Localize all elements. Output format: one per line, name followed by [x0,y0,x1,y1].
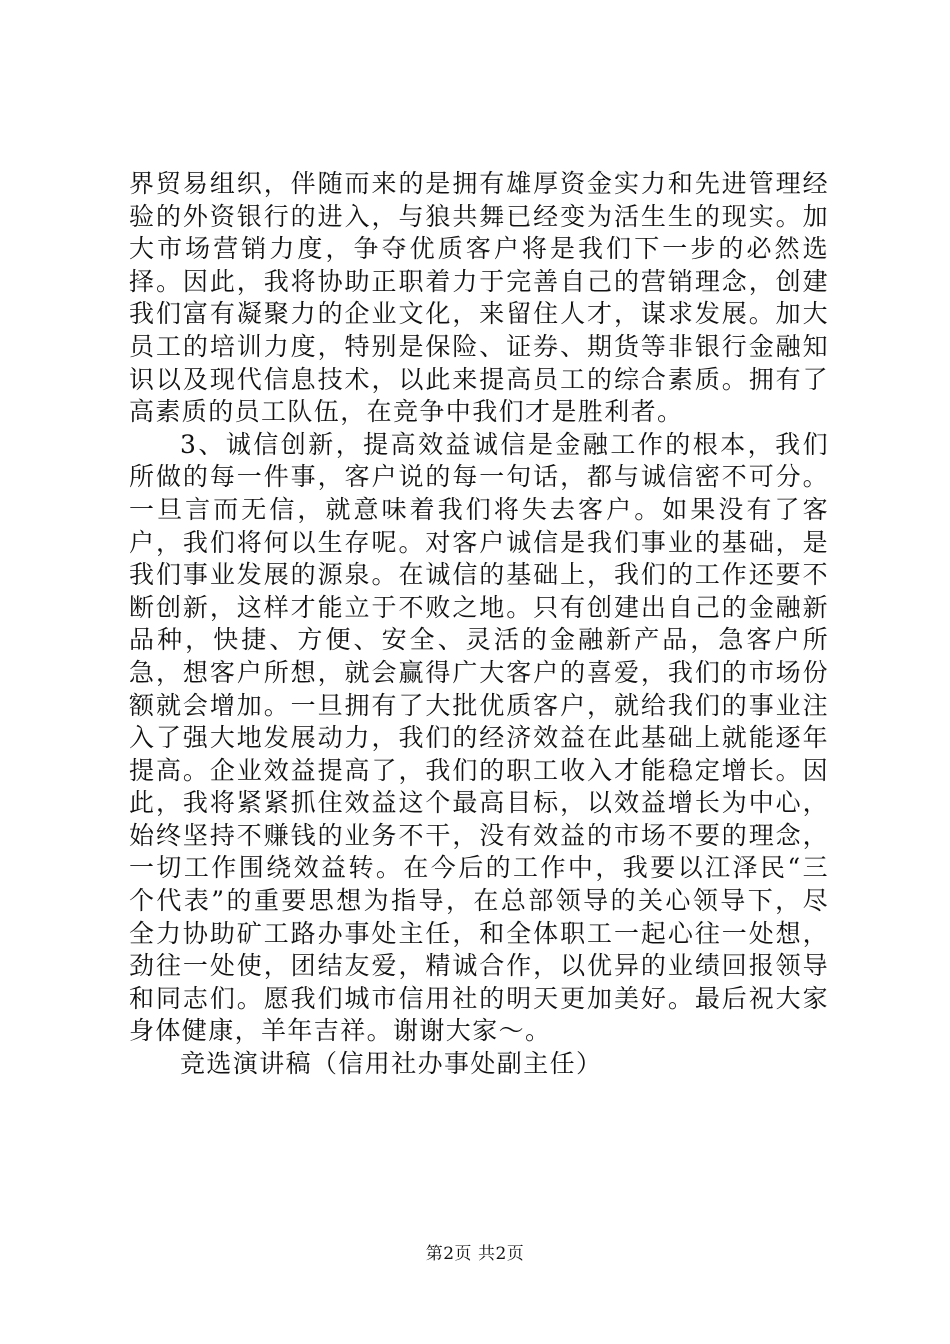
page-footer: 第2页 共2页 [425,1244,525,1264]
document-title-line: 竞选演讲稿（信用社办事处副主任） [180,1049,603,1079]
body-paragraph: 界贸易组织，伴随而来的是拥有雄厚资金实力和先进管理经验的外资银行的进入，与狼共舞已经变为活生生的现实。加大市场营销力度，争夺优质客户将是我们下一步的必然选择。因此，我将协助正职着力于完善自己的营销理念，创建我们富有凝聚力的企业文化，来留住人才，谋求发展。加大员工的培训力度，特别是保险、证券、期货等非银行金融知识以及现代信息技术，以此来提高员工的综合素质。拥有了高素质的员工队伍，在竞争中我们才是胜利者。 [129,169,829,427]
document-body [129,168,829,1081]
body-paragraph: 3、诚信创新，提高效益诚信是金融工作的根本，我们所做的每一件事，客户说的每一句话，都与诚信密不可分。一旦言而无信，就意味着我们将失去客户。如果没有了客户，我们将何以生存呢。对客户诚信是我们事业的基础，是我们事业发展的源泉。在诚信的基础上，我们的工作还要不断创新，这样才能立于不败之地。只有创建出自己的金融新品种，快捷、方便、安全、灵活的金融新产品，急客户所急，想客户所想，就会赢得广大客户的喜爱，我们的市场份额就会增加。一旦拥有了大批优质客户，就给我们的事业注入了强大地发展动力，我们的经济效益在此基础上就能逐年提高。企业效益提高了，我们的职工收入才能稳定增长。因此，我将紧紧抓住效益这个最高目标，以效益增长为中心，始终坚持不赚钱的业务不干，没有效益的市场不要的理念，一切工作围绕效益转。在今后的工作中，我要以江泽民“三个代表”的重要思想为指导，在总部领导的关心领导下，尽全力协助矿工路办事处主任，和全体职工一起心往一处想，劲往一处使，团结友爱，精诚合作，以优异的业绩回报领导和同志们。愿我们城市信用社的明天更加美好。最后祝大家身体健康，羊年吉祥。谢谢大家～。 [129,429,829,1046]
